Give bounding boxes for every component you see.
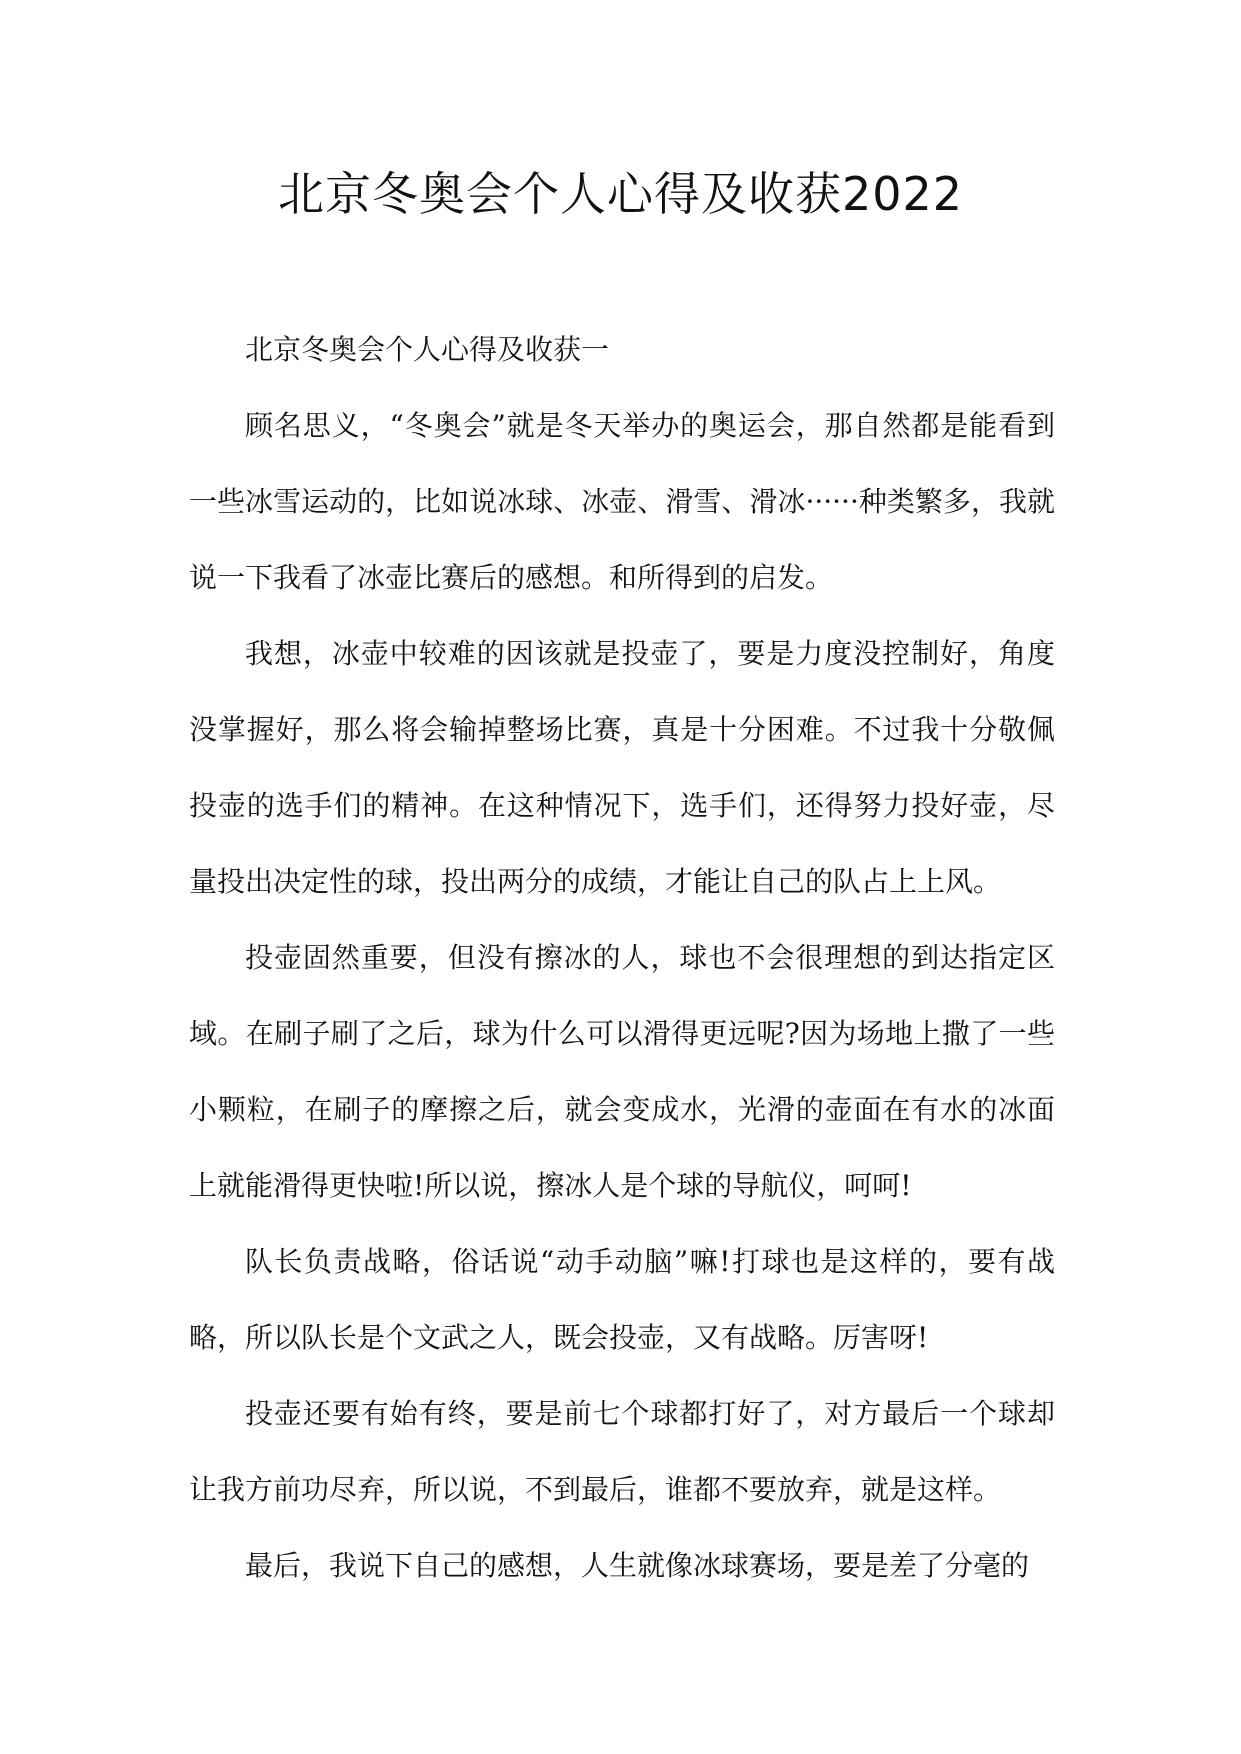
paragraph: 投壶固然重要，但没有擦冰的人，球也不会很理想的到达指定区域。在刷子刷了之后，球为什么可以滑得更远呢?因为场地上撒了一些小颗粒，在刷子的摩擦之后，就会变成水，光滑的壶面在有水的冰面上就能滑得更快啦!所以说，擦冰人是个球的导航仪，呵呵!	[189, 941, 1055, 1202]
paragraph: 投壶还要有始有终，要是前七个球都打好了，对方最后一个球却让我方前功尽弃，所以说，不到最后，谁都不要放弃，就是这样。	[189, 1397, 1055, 1506]
section-heading: 北京冬奥会个人心得及收获一	[245, 333, 610, 366]
document-body	[189, 312, 1055, 1604]
paragraph: 最后，我说下自己的感想，人生就像冰球赛场，要是差了分毫的	[245, 1549, 1030, 1582]
paragraph: 顾名思义，“冬奥会”就是冬天举办的奥运会，那自然都是能看到一些冰雪运动的，比如说冰球、冰壶、滑雪、滑冰······种类繁多，我就说一下我看了冰壶比赛后的感想。和所得到的启发。	[189, 409, 1055, 594]
paragraph: 我想，冰壶中较难的因该就是投壶了，要是力度没控制好，角度没掌握好，那么将会输掉整场比赛，真是十分困难。不过我十分敬佩投壶的选手们的精神。在这种情况下，选手们，还得努力投好壶，尽量投出决定性的球，投出两分的成绩，才能让自己的队占上上风。	[189, 637, 1055, 898]
document-title: 北京冬奥会个人心得及收获2022	[277, 167, 964, 221]
paragraph: 队长负责战略，俗话说“动手动脑”嘛!打球也是这样的，要有战略，所以队长是个文武之人，既会投壶，又有战略。厉害呀!	[189, 1245, 1055, 1354]
